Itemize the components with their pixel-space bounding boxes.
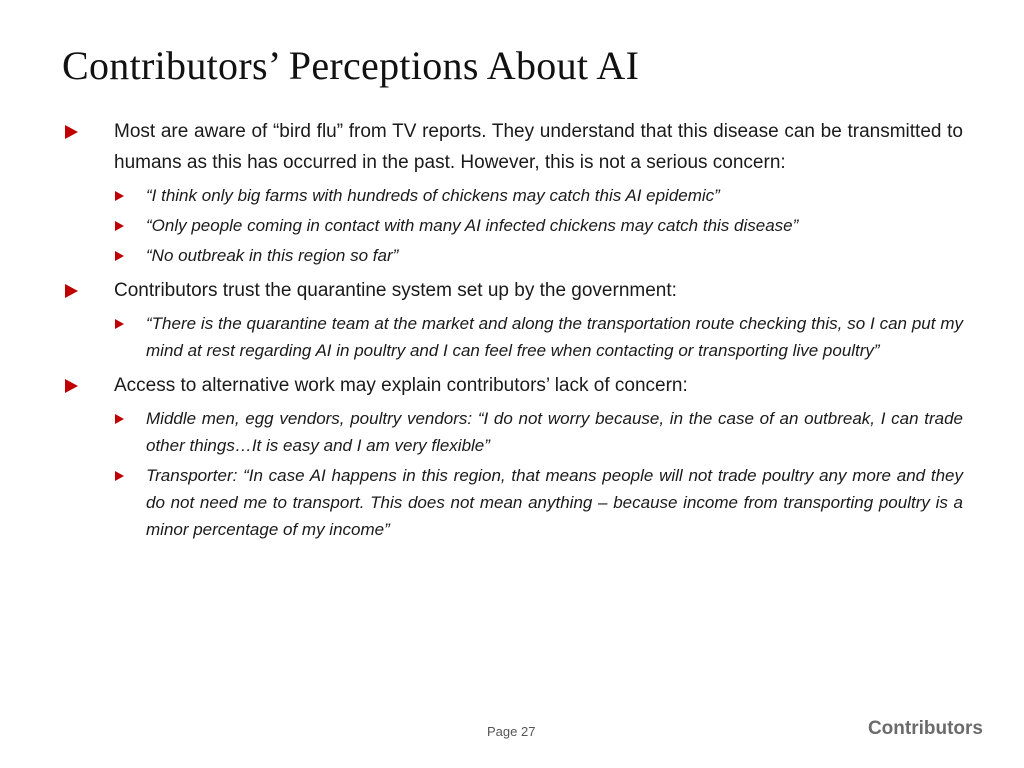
sub-bullet-item (60, 212, 963, 239)
sub-bullet-text: “Only people coming in contact with many AI infected chickens may catch this disease” (146, 216, 799, 235)
triangle-bullet-icon (65, 125, 78, 139)
sub-bullet-list (60, 310, 963, 364)
sub-bullet-list (60, 405, 963, 543)
sub-bullet-item (60, 462, 963, 543)
triangle-bullet-icon (115, 191, 124, 201)
triangle-bullet-icon (115, 251, 124, 261)
footer-brand: Contributors (867, 718, 983, 739)
sub-bullet-item (60, 242, 963, 269)
bullet-item (60, 116, 963, 178)
bullet-item (60, 275, 963, 306)
bullet-list (60, 116, 963, 549)
sub-bullet-list (60, 182, 963, 269)
triangle-bullet-icon (115, 319, 124, 329)
bullet-text: Most are aware of “bird flu” from TV reports. They understand that this disease can be transmitted to humans as this has occurred in the past. However, this is not a serious concern: (114, 121, 963, 173)
bullet-text: Contributors trust the quarantine system set up by the government: (114, 280, 677, 301)
sub-bullet-item (60, 182, 963, 209)
sub-bullet-text: Middle men, egg vendors, poultry vendors: “I do not worry because, in the case of an outbreak, I can trade other things…It is easy and I am very flexible” (146, 409, 963, 455)
sub-bullet-text: “There is the quarantine team at the market and along the transportation route checking this, so I can put my mind at rest regarding AI in poultry and I can feel free when contacting or transporting live poultry” (146, 314, 963, 360)
triangle-bullet-icon (115, 221, 124, 231)
sub-bullet-text: Transporter: “In case AI happens in this region, that means people will not trade poultry any more and they do not need me to transport. This does not mean anything – because income from transporting poultry is a minor percentage of my income” (146, 466, 963, 539)
sub-bullet-item (60, 310, 963, 364)
triangle-bullet-icon (65, 379, 78, 393)
triangle-bullet-icon (65, 284, 78, 298)
bullet-text: Access to alternative work may explain contributors’ lack of concern: (114, 375, 688, 396)
bullet-item (60, 370, 963, 401)
page-number: Page 27 (487, 724, 536, 739)
sub-bullet-item (60, 405, 963, 459)
triangle-bullet-icon (115, 471, 124, 481)
sub-bullet-text: “No outbreak in this region so far” (146, 246, 399, 265)
slide-title: Contributors’ Perceptions About AI (62, 43, 640, 88)
sub-bullet-text: “I think only big farms with hundreds of chickens may catch this AI epidemic” (146, 186, 720, 205)
triangle-bullet-icon (115, 414, 124, 424)
